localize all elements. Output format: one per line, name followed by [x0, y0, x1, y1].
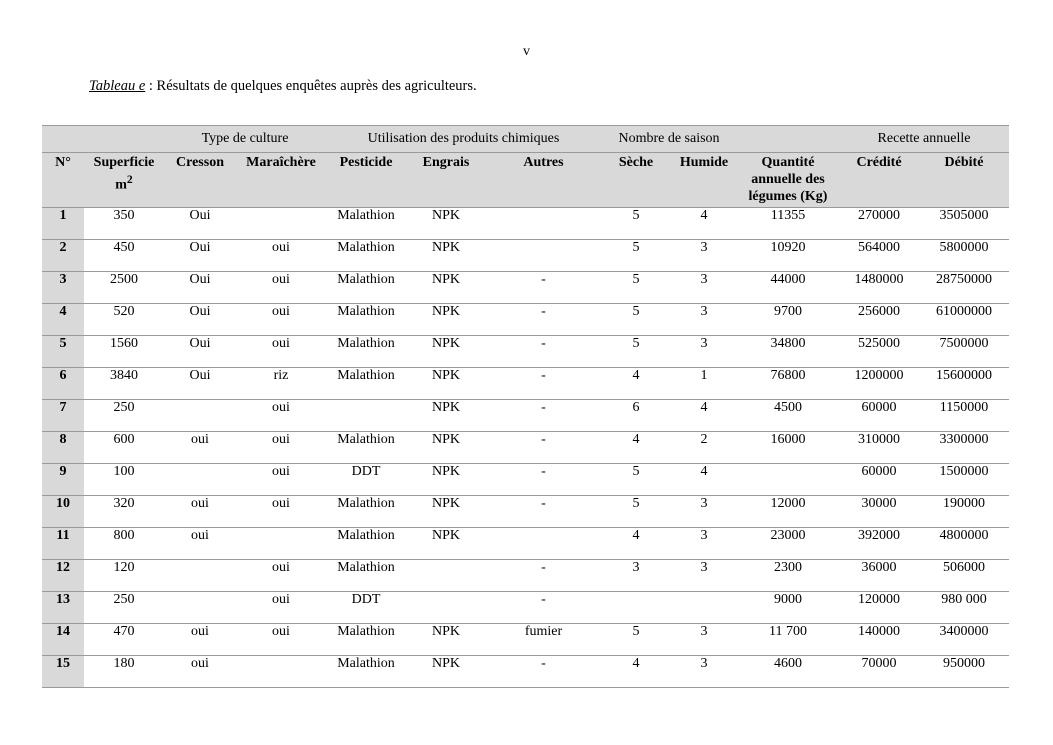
cell-cresson — [164, 464, 236, 496]
column-header-superficie — [84, 153, 164, 208]
cell-row-number: 1 — [42, 208, 84, 240]
table-row — [42, 496, 1009, 528]
cell-row-number: 15 — [42, 656, 84, 688]
cell-cresson: oui — [164, 624, 236, 656]
cell-quantite: 34800 — [737, 336, 839, 368]
cell-superficie: 520 — [84, 304, 164, 336]
cell-cresson: oui — [164, 656, 236, 688]
column-header-engrais: Engrais — [406, 153, 486, 208]
cell-cresson: Oui — [164, 272, 236, 304]
cell-debite: 4800000 — [919, 528, 1009, 560]
superficie-exponent: 2 — [126, 173, 133, 186]
cell-engrais: NPK — [406, 624, 486, 656]
column-header-debite: Débité — [919, 153, 1009, 208]
cell-engrais: NPK — [406, 656, 486, 688]
table-row — [42, 208, 1009, 240]
caption-label: Tableau e — [89, 78, 146, 94]
cell-pesticide: Malathion — [326, 496, 406, 528]
cell-quantite: 2300 — [737, 560, 839, 592]
cell-debite: 3300000 — [919, 432, 1009, 464]
cell-pesticide: Malathion — [326, 240, 406, 272]
cell-humide — [671, 592, 737, 624]
cell-humide: 3 — [671, 528, 737, 560]
cell-humide: 3 — [671, 496, 737, 528]
cell-row-number: 12 — [42, 560, 84, 592]
table-row — [42, 272, 1009, 304]
cell-debite: 15600000 — [919, 368, 1009, 400]
column-header-cresson: Cresson — [164, 153, 236, 208]
cell-quantite: 9000 — [737, 592, 839, 624]
column-header-maraichere: Maraîchère — [236, 153, 326, 208]
cell-engrais: NPK — [406, 272, 486, 304]
cell-seche: 4 — [601, 368, 671, 400]
cell-maraichere: oui — [236, 592, 326, 624]
cell-superficie: 800 — [84, 528, 164, 560]
cell-humide: 2 — [671, 432, 737, 464]
cell-maraichere: oui — [236, 624, 326, 656]
cell-pesticide: Malathion — [326, 560, 406, 592]
cell-row-number: 4 — [42, 304, 84, 336]
table-row — [42, 592, 1009, 624]
cell-maraichere — [236, 208, 326, 240]
cell-humide: 3 — [671, 272, 737, 304]
cell-quantite: 11355 — [737, 208, 839, 240]
cell-superficie: 100 — [84, 464, 164, 496]
cell-cresson — [164, 560, 236, 592]
cell-autres: - — [486, 336, 601, 368]
cell-credite: 1200000 — [839, 368, 919, 400]
cell-credite: 392000 — [839, 528, 919, 560]
cell-autres: - — [486, 368, 601, 400]
cell-quantite: 44000 — [737, 272, 839, 304]
cell-credite: 1480000 — [839, 272, 919, 304]
cell-engrais: NPK — [406, 336, 486, 368]
cell-quantite: 4500 — [737, 400, 839, 432]
cell-cresson: Oui — [164, 240, 236, 272]
cell-autres: - — [486, 496, 601, 528]
cell-quantite: 4600 — [737, 656, 839, 688]
cell-engrais: NPK — [406, 240, 486, 272]
cell-superficie: 350 — [84, 208, 164, 240]
cell-autres: - — [486, 304, 601, 336]
cell-superficie: 180 — [84, 656, 164, 688]
cell-quantite — [737, 464, 839, 496]
cell-superficie: 250 — [84, 400, 164, 432]
cell-autres — [486, 240, 601, 272]
cell-row-number: 11 — [42, 528, 84, 560]
cell-pesticide: DDT — [326, 592, 406, 624]
cell-maraichere: oui — [236, 240, 326, 272]
cell-credite: 140000 — [839, 624, 919, 656]
group-empty-cell — [42, 126, 164, 153]
cell-autres: - — [486, 272, 601, 304]
cell-autres: - — [486, 592, 601, 624]
cell-humide: 4 — [671, 464, 737, 496]
cell-humide: 4 — [671, 400, 737, 432]
cell-seche: 4 — [601, 432, 671, 464]
table-row — [42, 656, 1009, 688]
cell-maraichere: oui — [236, 560, 326, 592]
column-header-pesticide: Pesticide — [326, 153, 406, 208]
cell-seche — [601, 592, 671, 624]
cell-seche: 5 — [601, 336, 671, 368]
cell-autres — [486, 208, 601, 240]
cell-autres — [486, 528, 601, 560]
cell-row-number: 7 — [42, 400, 84, 432]
cell-engrais: NPK — [406, 528, 486, 560]
cell-superficie: 470 — [84, 624, 164, 656]
cell-credite: 564000 — [839, 240, 919, 272]
cell-quantite: 9700 — [737, 304, 839, 336]
cell-credite: 60000 — [839, 464, 919, 496]
table-row — [42, 624, 1009, 656]
cell-debite: 506000 — [919, 560, 1009, 592]
table-row — [42, 336, 1009, 368]
table-row — [42, 368, 1009, 400]
page-number: v — [523, 44, 530, 59]
cell-seche: 6 — [601, 400, 671, 432]
cell-credite: 70000 — [839, 656, 919, 688]
table-row — [42, 464, 1009, 496]
table-row — [42, 560, 1009, 592]
cell-superficie: 450 — [84, 240, 164, 272]
cell-pesticide: Malathion — [326, 432, 406, 464]
cell-pesticide — [326, 400, 406, 432]
cell-engrais: NPK — [406, 496, 486, 528]
cell-humide: 3 — [671, 336, 737, 368]
cell-cresson: oui — [164, 528, 236, 560]
cell-pesticide: Malathion — [326, 208, 406, 240]
cell-row-number: 2 — [42, 240, 84, 272]
cell-humide: 3 — [671, 656, 737, 688]
superficie-label: Superficie m — [93, 155, 155, 193]
cell-cresson — [164, 592, 236, 624]
cell-quantite: 76800 — [737, 368, 839, 400]
cell-seche: 5 — [601, 240, 671, 272]
column-header-row — [42, 153, 1009, 208]
group-empty-cell — [737, 126, 839, 153]
cell-seche: 5 — [601, 496, 671, 528]
cell-debite: 190000 — [919, 496, 1009, 528]
cell-superficie: 120 — [84, 560, 164, 592]
cell-credite: 30000 — [839, 496, 919, 528]
cell-maraichere — [236, 656, 326, 688]
cell-debite: 3400000 — [919, 624, 1009, 656]
column-header-no: N° — [42, 153, 84, 208]
cell-debite: 5800000 — [919, 240, 1009, 272]
cell-seche: 5 — [601, 624, 671, 656]
table-row — [42, 528, 1009, 560]
cell-pesticide: Malathion — [326, 368, 406, 400]
cell-seche: 4 — [601, 656, 671, 688]
cell-row-number: 6 — [42, 368, 84, 400]
table-row — [42, 400, 1009, 432]
caption-text: : Résultats de quelques enquêtes auprès des agriculteurs. — [145, 78, 477, 94]
cell-humide: 3 — [671, 624, 737, 656]
cell-maraichere: oui — [236, 304, 326, 336]
cell-seche: 5 — [601, 304, 671, 336]
cell-cresson: Oui — [164, 368, 236, 400]
cell-superficie: 250 — [84, 592, 164, 624]
cell-credite: 36000 — [839, 560, 919, 592]
cell-seche: 3 — [601, 560, 671, 592]
cell-autres: - — [486, 400, 601, 432]
cell-maraichere: oui — [236, 400, 326, 432]
cell-cresson — [164, 400, 236, 432]
cell-row-number: 5 — [42, 336, 84, 368]
cell-row-number: 8 — [42, 432, 84, 464]
cell-pesticide: Malathion — [326, 528, 406, 560]
cell-autres: - — [486, 464, 601, 496]
cell-engrais: NPK — [406, 208, 486, 240]
cell-row-number: 3 — [42, 272, 84, 304]
cell-engrais — [406, 592, 486, 624]
cell-seche: 5 — [601, 208, 671, 240]
cell-cresson: oui — [164, 496, 236, 528]
cell-maraichere — [236, 528, 326, 560]
cell-debite: 1500000 — [919, 464, 1009, 496]
cell-credite: 60000 — [839, 400, 919, 432]
column-header-humide: Humide — [671, 153, 737, 208]
cell-engrais: NPK — [406, 432, 486, 464]
cell-row-number: 13 — [42, 592, 84, 624]
cell-credite: 120000 — [839, 592, 919, 624]
cell-cresson: oui — [164, 432, 236, 464]
survey-table — [42, 125, 1009, 688]
cell-humide: 3 — [671, 240, 737, 272]
cell-row-number: 9 — [42, 464, 84, 496]
cell-quantite: 23000 — [737, 528, 839, 560]
cell-autres: - — [486, 656, 601, 688]
cell-autres: fumier — [486, 624, 601, 656]
cell-quantite: 10920 — [737, 240, 839, 272]
cell-superficie: 1560 — [84, 336, 164, 368]
cell-debite: 28750000 — [919, 272, 1009, 304]
group-header-culture: Type de culture — [164, 126, 326, 153]
cell-seche: 5 — [601, 272, 671, 304]
cell-humide: 1 — [671, 368, 737, 400]
table-row — [42, 240, 1009, 272]
cell-maraichere: oui — [236, 432, 326, 464]
cell-engrais: NPK — [406, 304, 486, 336]
cell-humide: 3 — [671, 304, 737, 336]
cell-maraichere: oui — [236, 272, 326, 304]
cell-credite: 256000 — [839, 304, 919, 336]
cell-superficie: 3840 — [84, 368, 164, 400]
group-header-row — [42, 126, 1009, 153]
cell-pesticide: Malathion — [326, 304, 406, 336]
table-row — [42, 432, 1009, 464]
cell-superficie: 600 — [84, 432, 164, 464]
table-row — [42, 304, 1009, 336]
cell-seche: 5 — [601, 464, 671, 496]
cell-credite: 525000 — [839, 336, 919, 368]
cell-debite: 1150000 — [919, 400, 1009, 432]
cell-credite: 270000 — [839, 208, 919, 240]
cell-debite: 980 000 — [919, 592, 1009, 624]
cell-humide: 4 — [671, 208, 737, 240]
cell-row-number: 10 — [42, 496, 84, 528]
table-caption — [89, 78, 477, 95]
cell-debite: 7500000 — [919, 336, 1009, 368]
cell-quantite: 16000 — [737, 432, 839, 464]
cell-debite: 61000000 — [919, 304, 1009, 336]
column-header-seche: Sèche — [601, 153, 671, 208]
cell-cresson: Oui — [164, 336, 236, 368]
cell-engrais: NPK — [406, 464, 486, 496]
cell-quantite: 11 700 — [737, 624, 839, 656]
group-header-revenue: Recette annuelle — [839, 126, 1009, 153]
cell-cresson: Oui — [164, 208, 236, 240]
cell-maraichere: riz — [236, 368, 326, 400]
cell-debite: 3505000 — [919, 208, 1009, 240]
cell-pesticide: Malathion — [326, 336, 406, 368]
cell-debite: 950000 — [919, 656, 1009, 688]
cell-quantite: 12000 — [737, 496, 839, 528]
cell-maraichere: oui — [236, 496, 326, 528]
cell-seche: 4 — [601, 528, 671, 560]
group-header-seasons: Nombre de saison — [601, 126, 737, 153]
cell-maraichere: oui — [236, 336, 326, 368]
cell-cresson: Oui — [164, 304, 236, 336]
cell-pesticide: DDT — [326, 464, 406, 496]
cell-maraichere: oui — [236, 464, 326, 496]
column-header-autres: Autres — [486, 153, 601, 208]
cell-engrais: NPK — [406, 400, 486, 432]
cell-engrais: NPK — [406, 368, 486, 400]
cell-row-number: 14 — [42, 624, 84, 656]
column-header-quantite: Quantité annuelle des légumes (Kg) — [737, 153, 839, 208]
cell-pesticide: Malathion — [326, 272, 406, 304]
cell-credite: 310000 — [839, 432, 919, 464]
group-header-chemicals: Utilisation des produits chimiques — [326, 126, 601, 153]
cell-autres: - — [486, 432, 601, 464]
cell-superficie: 2500 — [84, 272, 164, 304]
cell-superficie: 320 — [84, 496, 164, 528]
cell-pesticide: Malathion — [326, 656, 406, 688]
column-header-credite: Crédité — [839, 153, 919, 208]
cell-pesticide: Malathion — [326, 624, 406, 656]
cell-autres: - — [486, 560, 601, 592]
cell-humide: 3 — [671, 560, 737, 592]
cell-engrais — [406, 560, 486, 592]
